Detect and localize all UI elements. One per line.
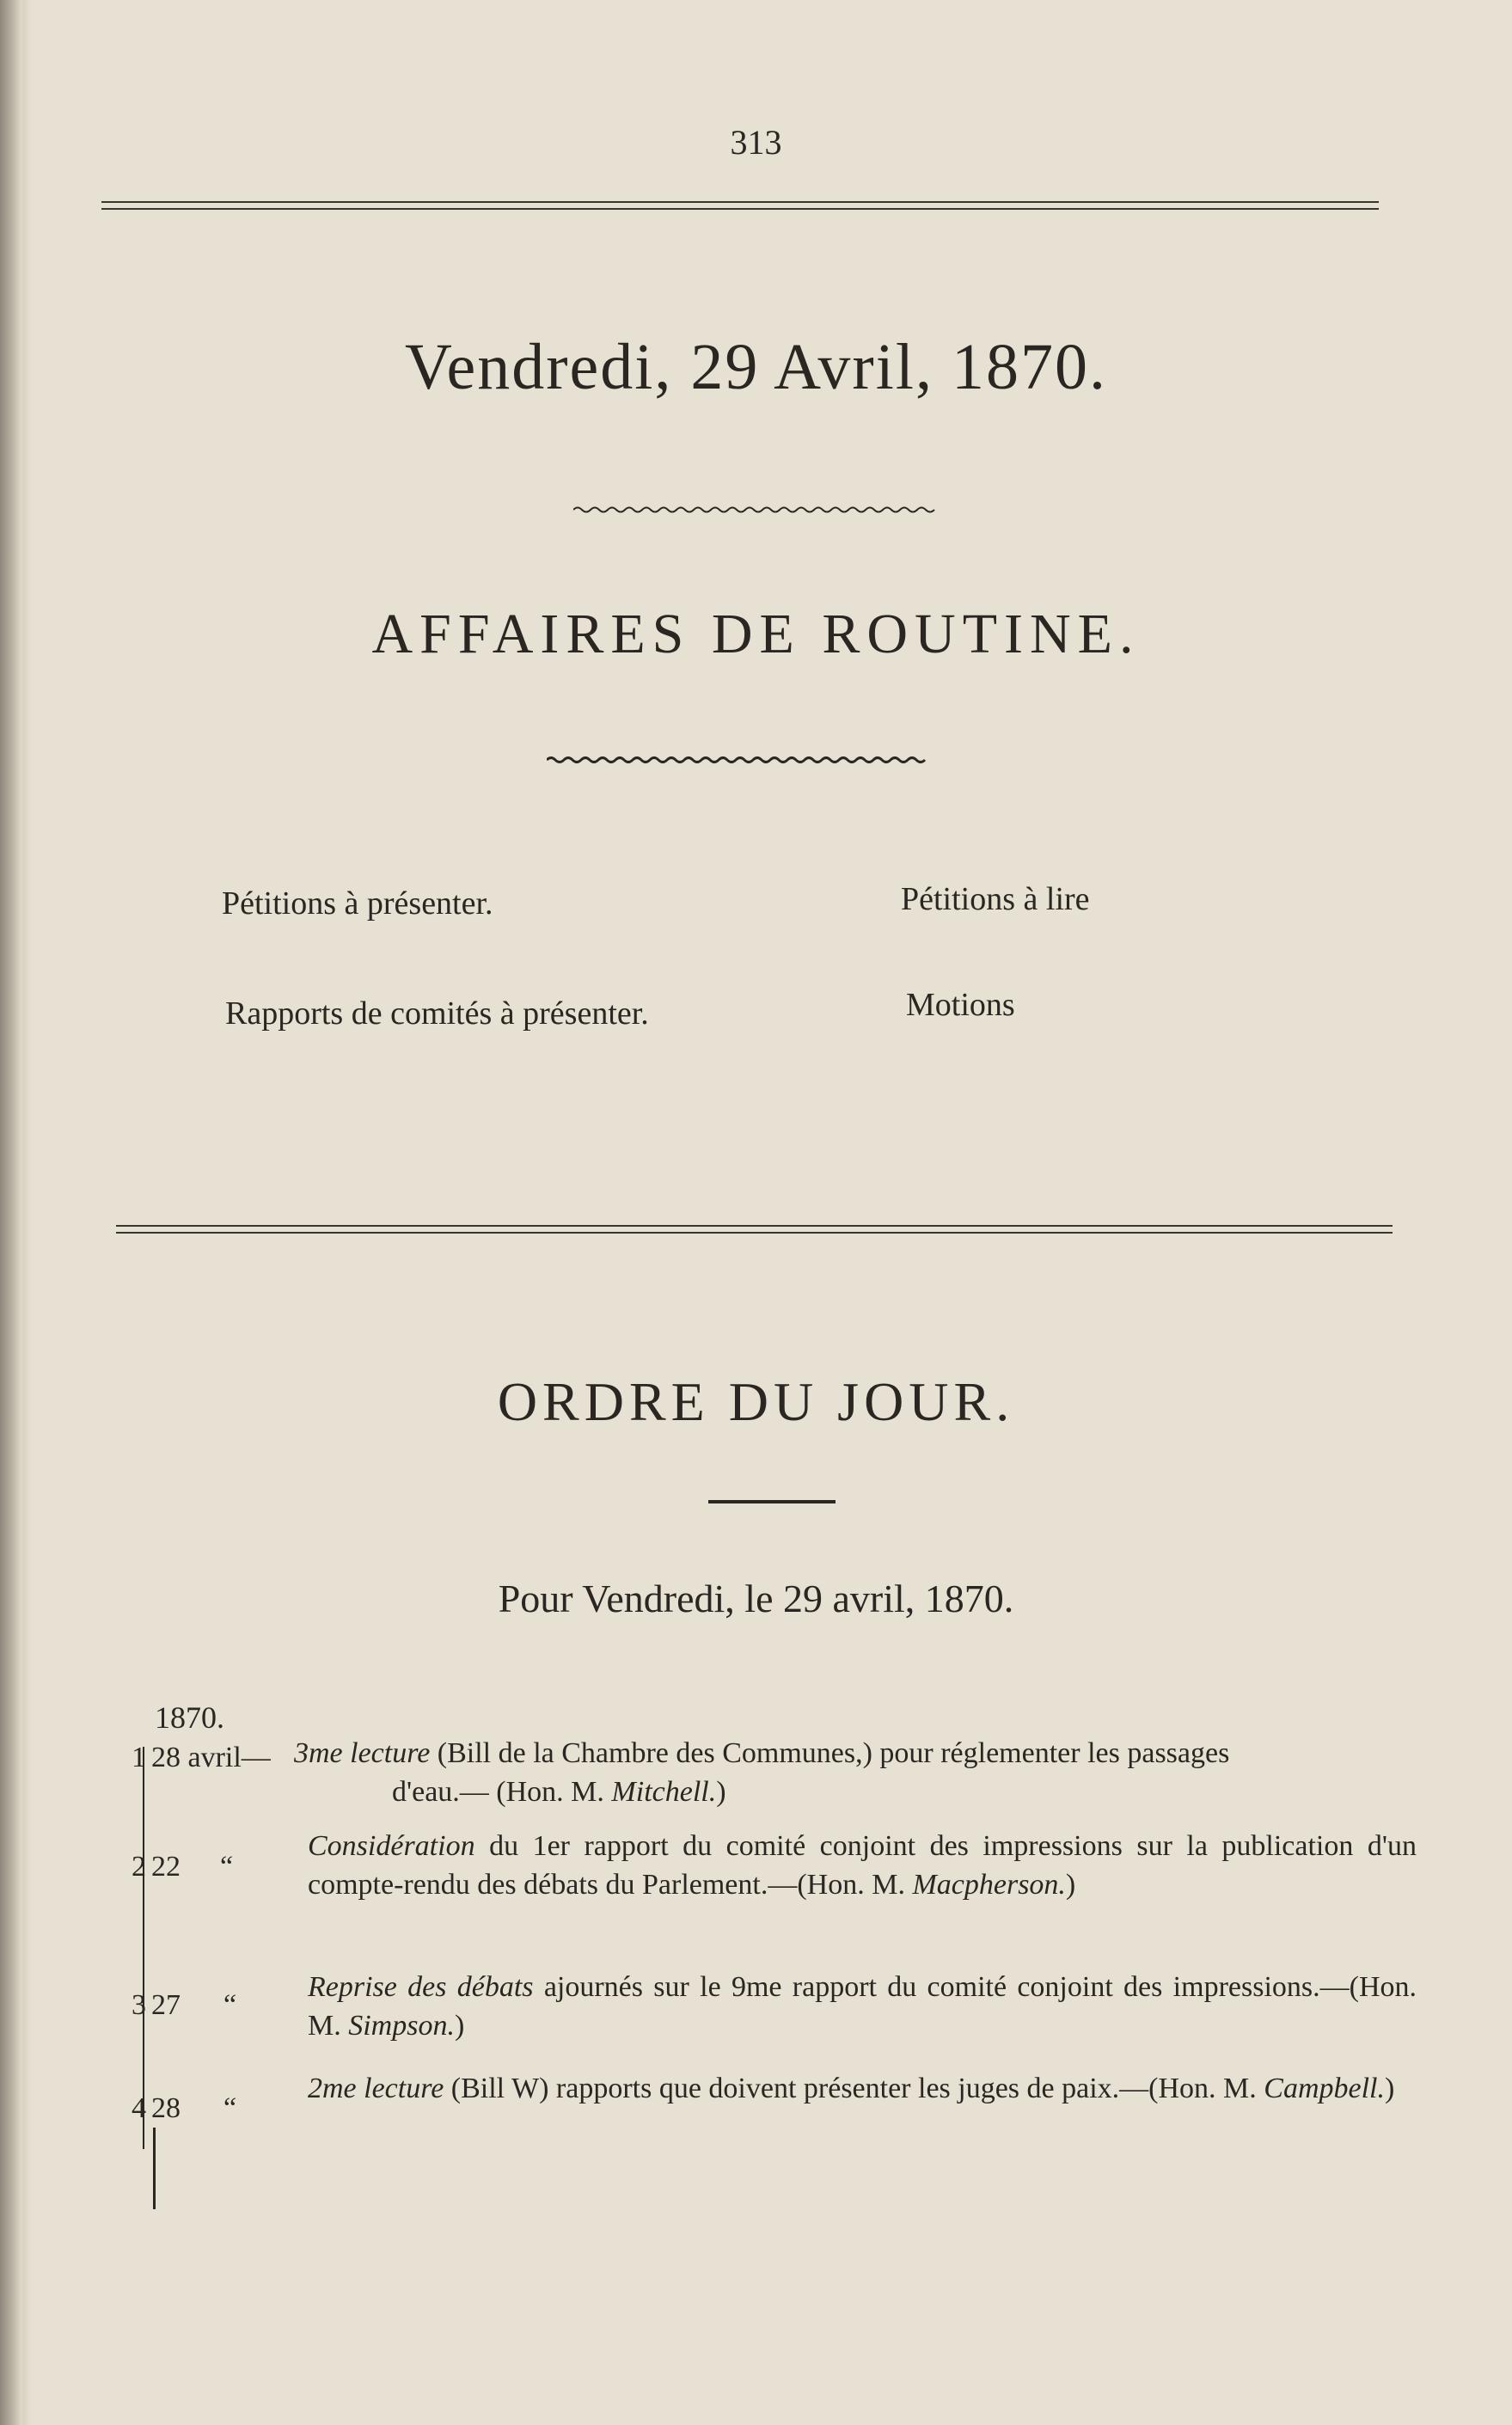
entry-member: Simpson.	[348, 2009, 455, 2042]
entry-body: ajournés sur le 9me rapport du comité conjoint des impressions.—(Hon. M.	[308, 1971, 1417, 2042]
entry-member: Campbell.	[1264, 2073, 1385, 2104]
entry-date: 28 avril—	[151, 1742, 271, 1773]
page-number: 313	[730, 123, 782, 162]
routine-item: Pétitions à présenter.	[222, 885, 493, 922]
entry-body-cont: d'eau.— (Hon. M.	[392, 1775, 612, 1808]
entry-number: 4	[132, 2092, 146, 2124]
entry-body: du 1er rapport du comité conjoint des impressions sur la publication d'un compte-rendu des débats du Parlement.—(Hon. M.	[308, 1830, 1417, 1901]
entry-body: (Bill de la Chambre des Communes,) pour réglementer les passages	[430, 1737, 1230, 1769]
entry-close: )	[454, 2009, 465, 2042]
section-title-ordre: ORDRE DU JOUR.	[497, 1371, 1015, 1432]
entry-date: 22	[151, 1851, 181, 1883]
entry-member: Macpherson.	[912, 1868, 1066, 1901]
routine-item: Motions	[906, 987, 1015, 1023]
wavy-ornament	[573, 504, 939, 516]
order-subtitle: Pour Vendredi, le 29 avril, 1870.	[498, 1577, 1014, 1620]
entry-lead: 3me lecture	[294, 1737, 431, 1769]
routine-item: Rapports de comités à présenter.	[225, 995, 649, 1032]
short-rule	[708, 1500, 836, 1503]
entry-date: 28	[151, 2092, 181, 2124]
ditto-mark: “	[223, 1989, 237, 2021]
entry-date: 27	[151, 1989, 181, 2021]
entry-lead: Reprise des débats	[308, 1971, 534, 2003]
entry-text	[308, 1828, 1417, 1905]
entry-text	[308, 1969, 1417, 2046]
middle-double-rule	[116, 1225, 1393, 1234]
top-double-rule	[101, 201, 1379, 210]
order-year: 1870.	[155, 1700, 224, 1735]
entry-text	[211, 1735, 1501, 1812]
date-title: Vendredi, 29 Avril, 1870.	[405, 331, 1107, 403]
entry-lead: Considération	[308, 1830, 475, 1862]
entry-close: )	[1065, 1868, 1076, 1901]
entry-number: 1	[132, 1742, 146, 1773]
entry-number: 3	[132, 1989, 146, 2021]
entry-text	[308, 2070, 1417, 2109]
order-column-rule	[143, 1747, 144, 2149]
entry-member: Mitchell.	[611, 1775, 717, 1808]
entry-body: (Bill W) rapports que doivent présenter les juges de paix.—(Hon. M.	[444, 2073, 1264, 2104]
entry-close: )	[1385, 2073, 1395, 2104]
order-column-rule	[153, 2128, 156, 2209]
routine-item: Pétitions à lire	[901, 881, 1090, 917]
entry-close: )	[716, 1775, 726, 1808]
ditto-mark: “	[220, 1851, 234, 1883]
wavy-ornament	[547, 754, 927, 766]
section-title-affaires: AFFAIRES DE ROUTINE.	[371, 603, 1141, 665]
ditto-mark: “	[223, 2092, 237, 2124]
entry-number: 2	[132, 1851, 146, 1883]
entry-lead: 2me lecture	[308, 2073, 444, 2104]
